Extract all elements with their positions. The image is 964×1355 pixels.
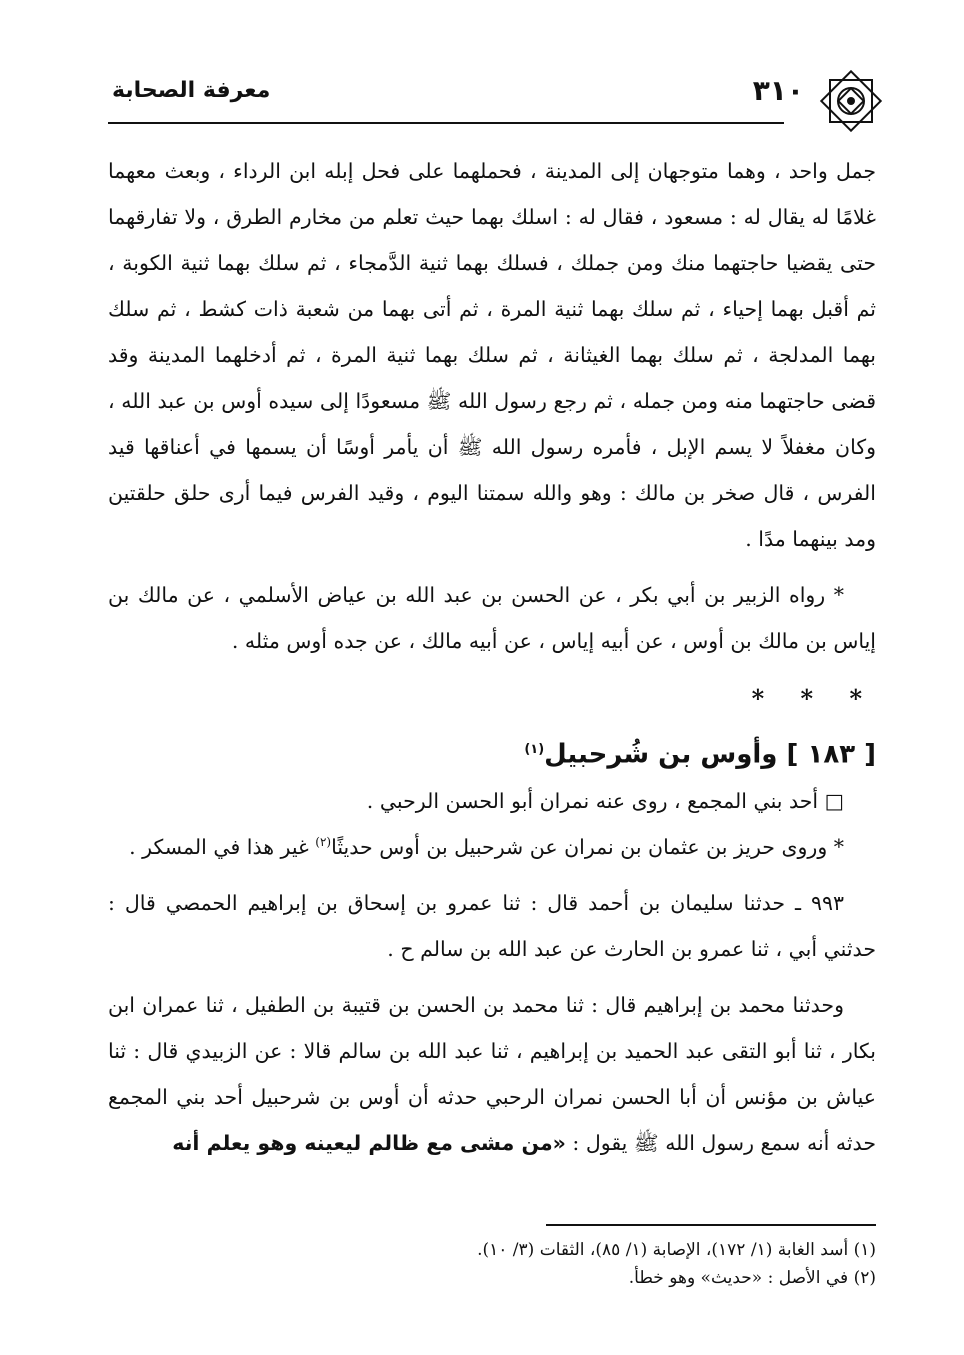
narration-note-paragraph: * رواه الزبير بن أبي بكر ، عن الحسن بن عبد الله بن عياض الأسلمي ، عن مالك بن إياس بن مالك بن أوس ، عن أبيه إياس ، عن أبيه مالك ، عن جده أوس مثله . <box>108 583 876 653</box>
hadith-intro: ٩٩٣ ـ حدثنا سليمان بن أحمد قال : ثنا عمرو بن إسحاق بن إبراهيم الحمصي قال : حدثني أبي ، ثنا عمرو بن الحارث عن عبد الله بن سالم ح . <box>108 891 876 961</box>
entry-note-text: * وروى حريز بن عثمان بن نمران عن شرحبيل بن أوس حديثًا <box>331 835 844 859</box>
header-rule <box>108 122 784 124</box>
footnote-1: (١) أسد الغابة (١/ ١٧٢)، الإصابة (١/ ٨٥)، الثقات (٣/ ١٠). <box>477 1240 876 1260</box>
entry-bio: □ أحد بني المجمع ، روى عنه نمران أبو الحسن الرحبي . <box>366 789 844 813</box>
entry-note <box>108 824 876 870</box>
footnote-2: (٢) في الأصل : «حديث» وهو خطأ. <box>628 1268 876 1288</box>
octagram-ornament-icon <box>816 66 886 136</box>
running-title: معرفة الصحابة <box>112 78 271 103</box>
footnote-rule <box>546 1224 876 1226</box>
footnote-ref-2: (٢) <box>315 835 332 850</box>
page-number: ٣١٠ <box>752 74 804 107</box>
section-separator: * * * <box>751 684 876 713</box>
hadith-quote: «من مشى مع ظالم ليعينه وهو يعلم أنه <box>172 1131 566 1155</box>
entry-note-tail: غير هذا في المسكر . <box>129 835 316 859</box>
footnotes <box>108 1236 876 1292</box>
entry-heading-text: [ ١٨٣ ] وأوس بن شُرحبيل <box>544 739 876 770</box>
page-header <box>60 60 914 150</box>
entry-heading-footnote-ref: (١) <box>524 742 545 757</box>
narrative-paragraph: جمل واحد ، وهما متوجهان إلى المدينة ، فحملهما على فحل إبله ابن الرداء ، وبعث معهما غلامًا له يقال له : مسعود ، فقال له : اسلك بهما حيث تعلم من مخارم الطرق ، ولا تفارقهما حتى يقضيا حاجتهما منك ومن جملك ، فسلك بهما ثنية الدَّمجاء ، ثم سلك بهما ثنية الكوبة ، ثم أقبل بهما إحياء ، ثم سلك بهما ثنية المرة ، ثم أتى بهما من شعبة ذات كشط ، ثم سلك بهما المدلجة ، ثم سلك بهما الغيثانة ، ثم سلك بهما ثنية المرة ، ثم أدخلهما المدينة وقد قضى حاجتهما منه ومن جمله ، ثم رجع رسول الله ﷺ مسعودًا إلى سيده أوس بن عبد الله ، وكان مغفلاً لا يسم الإبل ، فأمره رسول الله ﷺ أن يأمر أوسًا أن يسمها في أعناقها قيد الفرس ، قال صخر بن مالك : وهو والله سمتنا اليوم ، وقيد الفرس فيما أرى حلق حلقتين ومد بينهما مدًا . <box>108 159 876 551</box>
hadith-chain: وحدثنا محمد بن إبراهيم قال : ثنا محمد بن الحسن بن قتيبة بن الطفيل ، ثنا عمران ابن بكار ، ثنا أبو التقى عبد الحميد بن إبراهيم ، ثنا عبد الله بن سالم قالا : عن الزبيدي قال : ثنا عياش بن مؤنس أن أبا الحسن نمران الرحبي حدثه أن أوس بن شرحبيل أحد بني المجمع حدثه أنه سمع رسول الله ﷺ يقول : <box>108 993 876 1155</box>
hadith-body <box>108 982 876 1166</box>
entry-heading <box>108 722 876 778</box>
main-text <box>108 148 876 1166</box>
